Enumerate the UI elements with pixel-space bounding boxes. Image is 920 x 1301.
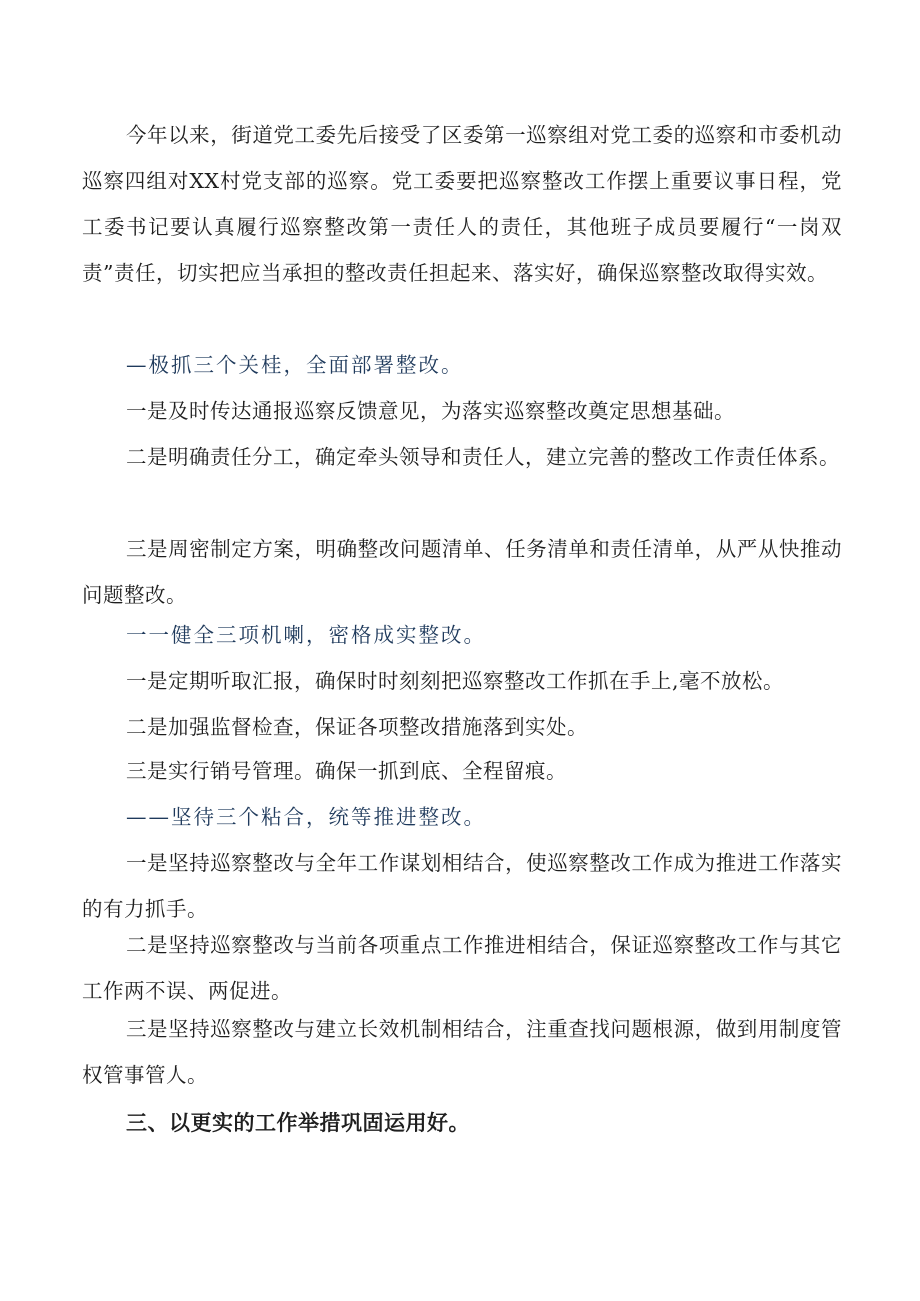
intro-paragraph: 今年以来，街道党工委先后接受了区委第一巡察组对党工委的巡察和市委机动巡察四组对XX村党支部的巡察。党工委要把巡察整改工作摆上重要议事日程，党工委书记要认真履行巡察整改第一责任人的责任，其他班子成员要履行“一岗双责”责任，切实把应当承担的整改责任担起来、落实好，确保巡察整改取得实效。 — [82, 123, 842, 285]
section-2-item-2: 二是加强监督检查，保证各项整改措施落到实处。 — [126, 715, 588, 739]
closing-heading: 三、以更实的工作举措巩固运用好。 — [126, 1111, 470, 1135]
section-3-item-2: 二是坚持巡察整改与当前各项重点工作推进相结合，保证巡察整改工作与其它工作两不误、两促进。 — [82, 933, 842, 1003]
section-heading-1: —极抓三个关桂，全面部署整改。 — [126, 353, 464, 377]
section-3-item-3: 三是坚持巡察整改与建立长效机制相结合，注重查找问题根源，做到用制度管权管事管人。 — [82, 1017, 842, 1087]
section-1-item-2: 二是明确责任分工，确定牵头领导和责任人，建立完善的整改工作责任体系。 — [126, 445, 840, 469]
section-heading-3: ——坚待三个粘合，统等推进整改。 — [126, 805, 486, 829]
section-2-item-1: 一是定期听取汇报，确保时时刻刻把巡察整改工作抓在手上,毫不放松。 — [126, 669, 785, 693]
section-2-item-3: 三是实行销号管理。确保一抓到底、全程留痕。 — [126, 759, 567, 783]
section-heading-2: 一一健全三项机喇，密格成实整改。 — [126, 623, 486, 647]
section-1-item-3: 三是周密制定方案，明确整改问题清单、任务清单和责任清单，从严从快推动问题整改。 — [82, 537, 842, 607]
section-3-item-1: 一是坚持巡察整改与全年工作谋划相结合，使巡察整改工作成为推进工作落实的有力抓手。 — [82, 851, 842, 921]
section-1-item-1: 一是及时传达通报巡察反馈意见，为落实巡察整改奠定思想基础。 — [126, 399, 735, 423]
